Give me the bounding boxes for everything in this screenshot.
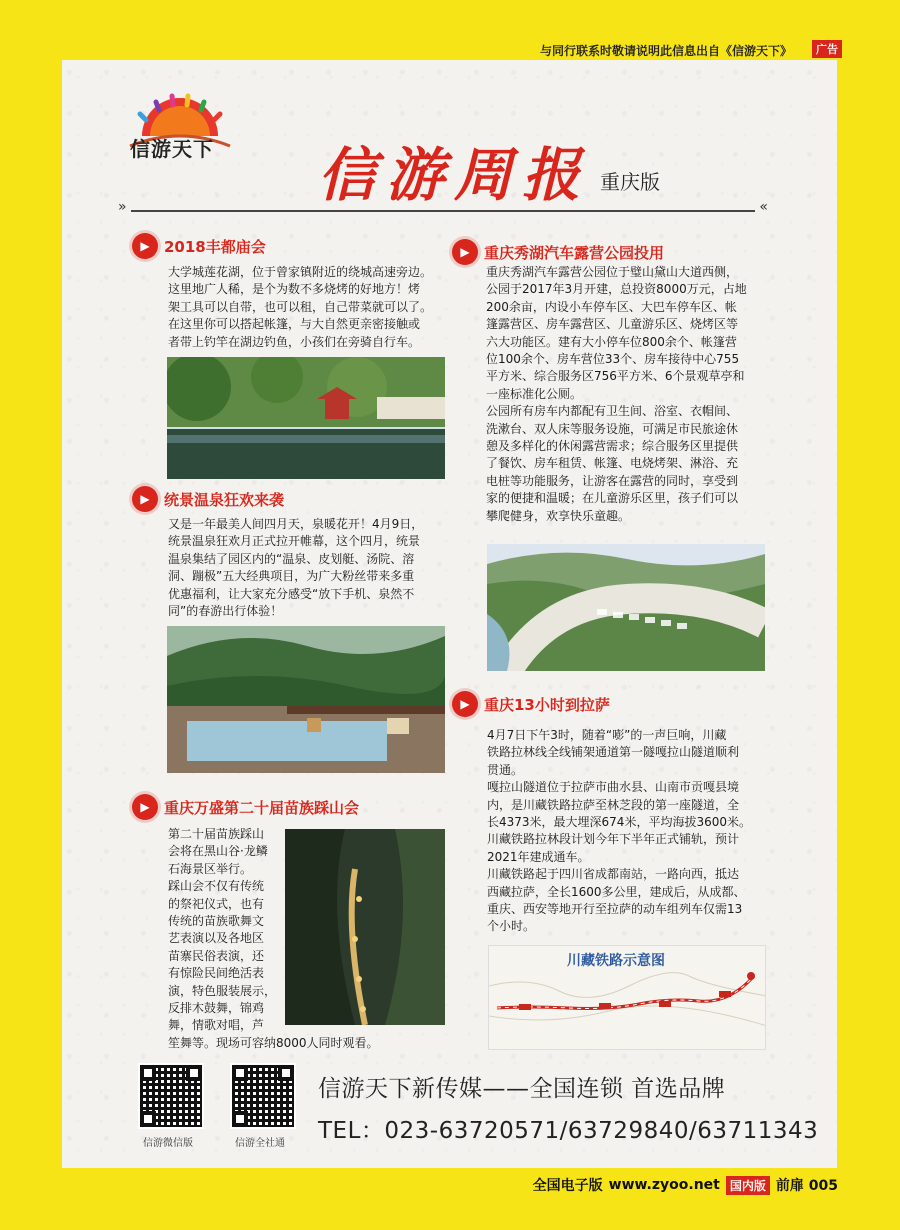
text-line: 家的便捷和温暖；在儿童游乐区里，孩子们可以 [486, 491, 739, 506]
text-line: 公园于2017年3月开建，总投资8000万元，占地 [486, 282, 747, 297]
railway-route-icon [489, 946, 766, 1050]
qr-label: 信游全社通 [235, 1138, 285, 1149]
play-icon: ▶ [132, 794, 158, 820]
text-line: 在这里你可以搭起帐篷，与大自然更亲密接触或 [168, 317, 421, 332]
text-line: 者带上钓竿在湖边钓鱼，小孩们在旁骑自行车。 [168, 334, 421, 349]
text-line: 舞，情歌对唱，芦 [168, 1018, 265, 1033]
text-line: 苗寨民俗表演，还 [168, 948, 265, 963]
article-title: 重庆秀湖汽车露营公园投用 [484, 243, 665, 262]
article-body [486, 264, 786, 525]
article-title: 2018丰都庙会 [164, 237, 266, 256]
text-line: 重庆秀湖汽车露营公园位于璧山黛山大道西侧， [486, 265, 739, 279]
text-line: 铁路拉林线全线铺架通道第一隧嘎拉山隧道顺利 [487, 745, 740, 760]
text-line: 4月7日下午3时，随着“嘭”的一声巨响，川藏 [487, 728, 727, 742]
text-line: 了餐饮、房车租赁、帐篷、电烧烤架、淋浴、充 [486, 456, 739, 471]
text-line: 石海景区举行。 [168, 861, 253, 876]
play-icon: ▶ [132, 486, 158, 512]
text-line: 贯通。 [487, 762, 524, 777]
footer-website-link[interactable]: www.zyoo.net [608, 1177, 720, 1193]
header-divider [118, 210, 768, 212]
text-line: 洗漱台、双人床等服务设施，可满足市民旅途休 [486, 421, 739, 436]
text-line: 个小时。 [487, 919, 536, 934]
text-line: 平方米、综合服务区756平方米、6个景观草亭和 [486, 369, 745, 384]
footer-tag: 国内版 [726, 1176, 770, 1195]
text-line: 大学城莲花湖，位于曾家镇附近的绕城高速旁边。 [168, 265, 433, 279]
text-line: 洞、蹦极”五大经典项目，为广大粉丝带来多重 [168, 569, 415, 584]
text-line: 一座标准化公厕。 [486, 386, 583, 401]
play-icon: ▶ [452, 691, 478, 717]
text-line: 同”的春游出行体验！ [168, 604, 283, 619]
text-line: 的祭祀仪式，也有 [168, 896, 265, 911]
text-line: 川藏铁路起于四川省成都南站，一路向西，抵达 [487, 867, 740, 882]
text-line: 会将在黑山谷·龙鳞 [168, 844, 268, 859]
masthead-title: 信游周报 [318, 141, 591, 209]
article-heading [452, 239, 664, 265]
railway-map [488, 945, 766, 1050]
article-heading [132, 794, 359, 820]
text-line: 温泉集结了园区内的“温泉、皮划艇、汤院、溶 [168, 551, 415, 566]
text-line: 笙舞等。现场可容纳8000人同时观看。 [168, 1035, 379, 1050]
text-line: 电桩等功能服务，让游客在露营的同时，享受到 [486, 473, 739, 488]
phone-numbers: TEL：023-63720571/63729840/63711343 [318, 1118, 819, 1144]
text-line: 攀爬健身，欢享快乐童趣。 [486, 508, 631, 523]
campsite-aerial-photo [487, 544, 765, 671]
footer-label: 全国电子版 [532, 1178, 603, 1194]
text-line: 内，是川藏铁路拉萨至林芝段的第一座隧道，全 [487, 797, 740, 812]
article-body [168, 264, 458, 351]
text-line: 六大功能区。建有大小停车位800余个、帐篷营 [486, 334, 737, 349]
article-title: 重庆13小时到拉萨 [484, 695, 610, 714]
qr-code-wechat[interactable] [138, 1063, 204, 1129]
text-line: 长4373米，最大埋深674米，平均海拔3600米。 [487, 815, 751, 830]
text-line: 2021年建成通车。 [487, 849, 590, 864]
ad-tag: 广告 [812, 40, 842, 58]
hot-spring-photo [167, 626, 445, 773]
page-number: 前扉 005 [775, 1178, 838, 1194]
text-line: 踩山会不仅有传统 [168, 879, 265, 894]
text-line: 川藏铁路拉林段计划今年下半年正式铺轨，预计 [487, 832, 740, 847]
text-line: 传统的苗族歌舞文 [168, 914, 265, 929]
text-line: 又是一年最美人间四月天，泉暖花开！4月9日， [168, 517, 424, 531]
article-heading [452, 691, 610, 717]
article-title: 统景温泉狂欢来袭 [164, 490, 285, 509]
article-heading [132, 486, 284, 512]
text-line: 憩及多样化的休闲露营需求；综合服务区里提供 [486, 439, 739, 454]
text-line: 嘎拉山隧道位于拉萨市曲水县、山南市贡嘎县境 [487, 780, 740, 795]
play-icon: ▶ [132, 233, 158, 259]
text-line: 演，特色服装展示， [168, 983, 277, 998]
text-line: 有惊险民间绝活表 [168, 966, 265, 981]
top-notice-text: 与同行联系时敬请说明此信息出自《信游天下》 [539, 44, 792, 58]
qr-code-network[interactable] [230, 1063, 296, 1129]
text-line: 200余亩，内设小车停车区、大巴车停车区、帐 [486, 299, 737, 314]
article-heading [132, 233, 266, 259]
canyon-walkway-photo [285, 829, 445, 1025]
lake-pavilion-photo [167, 357, 445, 479]
top-notice-bar [0, 40, 900, 58]
text-line: 篷露营区、房车露营区、儿童游乐区、烧烤区等 [486, 317, 739, 332]
text-line: 位100余个、房车营位33个、房车接待中心755 [486, 352, 740, 367]
play-icon: ▶ [452, 239, 478, 265]
text-line: 西藏拉萨，全长1600多公里，建成后，从成都、 [487, 884, 746, 899]
article-body [487, 727, 787, 936]
text-line: 艺表演以及各地区 [168, 931, 265, 946]
brand-logo-text: 信游天下 [130, 137, 214, 161]
map-title: 川藏铁路示意图 [567, 953, 665, 969]
text-line: 反排木鼓舞，锦鸡 [168, 1001, 265, 1016]
slogan: 信游天下新传媒——全国连锁 首选品牌 [318, 1076, 726, 1102]
article-body [168, 516, 458, 620]
text-line: 重庆、西安等地开行至拉萨的动车组列车仅需13 [487, 902, 743, 917]
edition-label: 重庆版 [600, 170, 660, 194]
qr-label: 信游微信版 [143, 1138, 193, 1149]
text-line: 第二十届苗族踩山 [168, 827, 265, 841]
text-line: 架工具可以自带，也可以租，自己带菜就可以了。 [168, 299, 433, 314]
article-title: 重庆万盛第二十届苗族踩山会 [164, 798, 360, 817]
text-line: 公园所有房车内都配有卫生间、浴室、衣帽间、 [486, 404, 739, 419]
text-line: 这里地广人稀，是个为数不多烧烤的好地方！烤 [168, 282, 421, 297]
footer-bar [533, 1174, 838, 1196]
text-line: 统景温泉狂欢月正式拉开帷幕，这个四月，统景 [168, 534, 421, 549]
text-line: 优惠福利，让大家充分感受“放下手机、泉然不 [168, 586, 415, 601]
